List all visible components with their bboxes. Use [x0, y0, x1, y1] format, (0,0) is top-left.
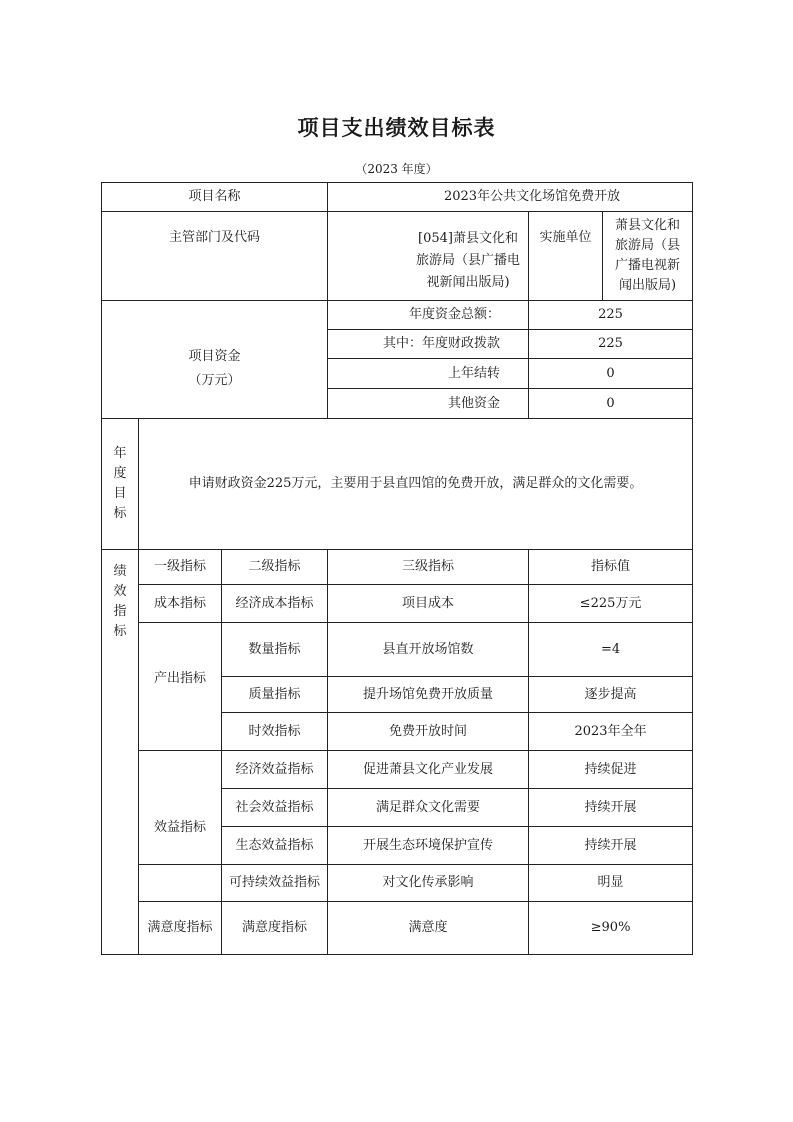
performance-target-table [101, 182, 693, 955]
benefit-level2: 经济效益指标 [222, 751, 328, 789]
benefit-level3: 对文化传承影响 [328, 865, 529, 902]
header-level3: 三级指标 [328, 550, 529, 585]
funds-row-label: 年度资金总额： [328, 301, 529, 330]
benefit-indicator-row [102, 751, 693, 789]
satisfaction-value: ≥90% [529, 902, 693, 955]
output-value: =4 [529, 623, 693, 677]
benefit-level3: 开展生态环境保护宣传 [328, 827, 529, 865]
benefit-level1-empty [139, 865, 222, 902]
funds-row [102, 301, 693, 330]
benefit-level3: 满足群众文化需要 [328, 789, 529, 827]
output-indicator-row [102, 623, 693, 677]
output-level3: 县直开放场馆数 [328, 623, 529, 677]
benefit-level1: 效益指标 [139, 751, 222, 865]
output-level3: 提升场馆免费开放质量 [328, 677, 529, 713]
benefit-indicator-row [102, 865, 693, 902]
output-level2: 质量指标 [222, 677, 328, 713]
output-value: 2023年全年 [529, 713, 693, 751]
funds-row-label: 其他资金 [328, 389, 529, 419]
project-name-row [102, 183, 693, 212]
cost-value: ≤225万元 [529, 585, 693, 623]
cost-level2: 经济成本指标 [222, 585, 328, 623]
benefit-level2: 可持续效益指标 [222, 865, 328, 902]
project-name-label: 项目名称 [102, 183, 328, 212]
header-level1: 一级指标 [139, 550, 222, 585]
output-level1: 产出指标 [139, 623, 222, 751]
benefit-level2: 社会效益指标 [222, 789, 328, 827]
indicator-header-row [102, 550, 693, 585]
funds-row-value: 225 [529, 301, 693, 330]
cost-level1: 成本指标 [139, 585, 222, 623]
cost-level3: 项目成本 [328, 585, 529, 623]
output-level3: 免费开放时间 [328, 713, 529, 751]
annual-goal-row [102, 419, 693, 550]
funds-row-value: 0 [529, 389, 693, 419]
funds-label: 项目资金 [188, 348, 241, 364]
page-title: 项目支出绩效目标表 [297, 116, 496, 140]
implementing-unit-value: 萧县文化和旅游局（县广播电视新闻出版局) [603, 212, 693, 301]
funds-row-value: 0 [529, 359, 693, 389]
benefit-value: 持续促进 [529, 751, 693, 789]
funds-row-value: 225 [529, 330, 693, 359]
annual-goal-text: 申请财政资金225万元，主要用于县直四馆的免费开放，满足群众的文化需要。 [139, 419, 693, 550]
funds-row-label: 上年结转 [328, 359, 529, 389]
annual-goal-label: 年度目标 [102, 419, 139, 550]
department-label: 主管部门及代码 [102, 212, 328, 301]
output-level2: 时效指标 [222, 713, 328, 751]
benefit-value: 明显 [529, 865, 693, 902]
benefit-value: 持续开展 [529, 827, 693, 865]
funds-row-label: 其中：年度财政拨款 [328, 330, 529, 359]
funds-label-cell [102, 301, 328, 419]
cost-indicator-row [102, 585, 693, 623]
output-value: 逐步提高 [529, 677, 693, 713]
satisfaction-level3: 满意度 [328, 902, 529, 955]
benefit-value: 持续开展 [529, 789, 693, 827]
year-label: （2023 年度） [355, 162, 438, 176]
indicators-label: 绩效指标 [102, 550, 139, 955]
benefit-level3: 促进萧县文化产业发展 [328, 751, 529, 789]
department-row [102, 212, 693, 301]
satisfaction-indicator-row [102, 902, 693, 955]
implementing-unit-label: 实施单位 [529, 212, 603, 301]
benefit-level2: 生态效益指标 [222, 827, 328, 865]
project-name-value: 2023年公共文化场馆免费开放 [328, 183, 693, 212]
department-value: [054]萧县文化和旅游局（县广播电视新闻出版局) [328, 212, 529, 301]
satisfaction-level1: 满意度指标 [139, 902, 222, 955]
header-value: 指标值 [529, 550, 693, 585]
output-level2: 数量指标 [222, 623, 328, 677]
funds-unit: （万元） [188, 372, 241, 388]
satisfaction-level2: 满意度指标 [222, 902, 328, 955]
header-level2: 二级指标 [222, 550, 328, 585]
